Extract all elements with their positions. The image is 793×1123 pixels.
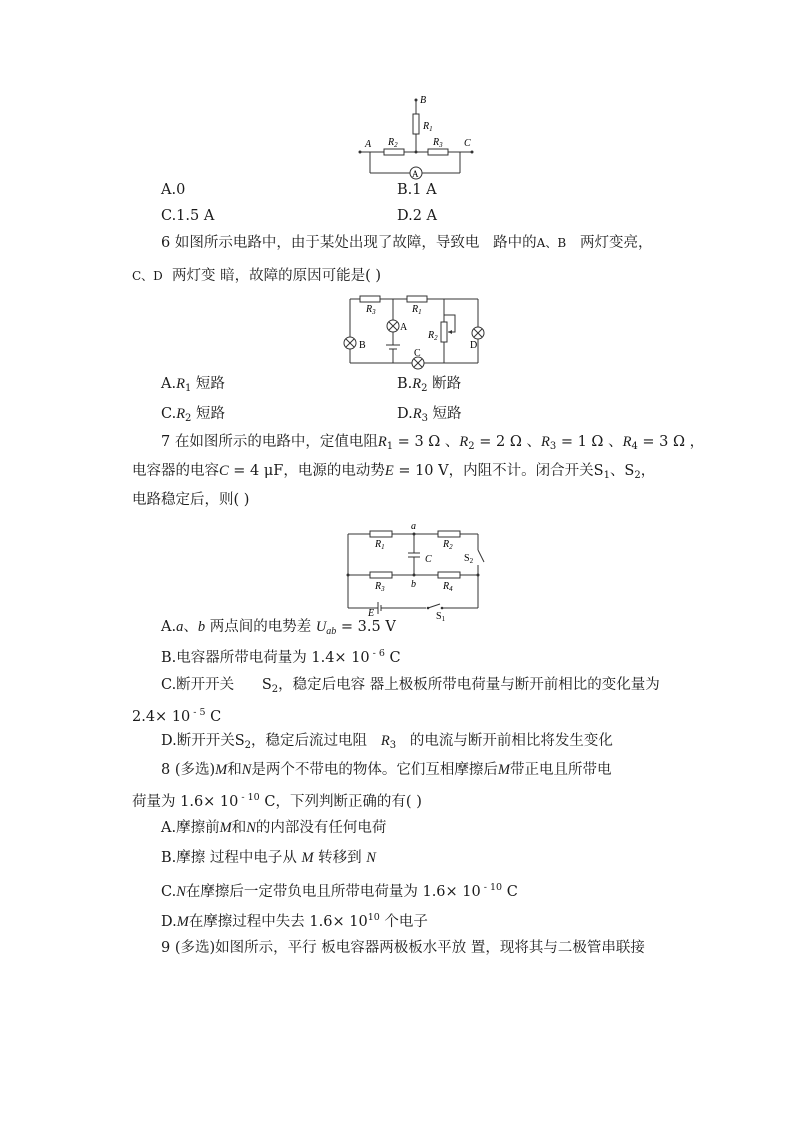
q7-circuit-diagram (340, 522, 490, 622)
q7-option-a: A.a、b 两点间的电势差 $U_{ab} = 3.5$ V (161, 619, 396, 637)
label-C: C (464, 138, 471, 149)
q7-label-R3: $R_3$ (375, 581, 385, 593)
top-circuit-diagram (350, 92, 480, 184)
q7-option-c-cont: 2.4× 10 $^{- 5}$ C (132, 707, 222, 725)
label-A: A (365, 139, 372, 150)
q8-stem-line1: 8 (多选)M和N是两个不带电的物体。它们互相摩擦后M带正电且所带电 (161, 762, 612, 778)
q5-option-d: D.2 A (397, 208, 438, 224)
q7-stem-line3: 电路稳定后，则( ) (132, 492, 250, 508)
q7-stem-line1: 7 在如图所示的电路中，定值电阻$R_1 = 3$ Ω 、$R_2 = 2$ Ω 、$R_3 = 1$ Ω 、$R_4 = 3$ Ω ， (161, 434, 705, 452)
q6-stem-line2: C、D 两灯变 暗，故障的原因可能是( ) (132, 268, 382, 284)
q6-circuit-diagram (340, 292, 495, 367)
q6-stem-line1: 6 如图所示电路中，由于某处出现了故障，导致电 路中的A、B 两灯变亮， (161, 235, 653, 251)
q7-stem-line2: 电容器的电容C = 4 μF，电源的电动势E = 10 V，内阻不计。闭合开关$S_1$、$S_2$， (132, 463, 656, 481)
label-R3: $R_3$ (433, 137, 443, 149)
q6-label-A: A (400, 322, 408, 333)
q8-option-c: C.N在摩擦后一定带负电且所带电荷量为 1.6× 10 $^{- 10}$ C (161, 882, 518, 900)
q7-label-a: a (411, 521, 416, 532)
q6-option-a: $A.R_1$ 短路 (161, 376, 225, 394)
ammeter-label: A (412, 169, 419, 179)
q7-label-R2: $R_2$ (443, 539, 453, 551)
q8-option-d: D.M在摩擦过程中失去 $1.6\times 10^{10}$ 个电子 (161, 912, 428, 930)
q7-label-R4: $R_4$ (443, 581, 453, 593)
q6-label-C: C (414, 348, 421, 359)
q6-option-d: $D.R_3$ 短路 (397, 406, 462, 424)
q5-option-c: C.1.5 A (161, 208, 215, 224)
q6-label-R3: $R_3$ (366, 304, 376, 316)
label-B: B (420, 95, 427, 106)
label-R2: $R_2$ (388, 137, 398, 149)
q6-label-D: D (470, 340, 478, 351)
q5-option-a: A.0 (161, 182, 186, 198)
q7-option-b: B.电容器所带电荷量为 1.4× 10 $^{- 6}$ C (161, 648, 401, 666)
q7-option-d: D.断开开关$S_2$，稳定后流过电阻 $R_3$ 的电流与断开前相比将发生变化 (161, 733, 613, 751)
q6-label-R1: $R_1$ (412, 304, 422, 316)
q7-label-E: E (368, 608, 375, 619)
q8-stem-line2: 荷量为 1.6× 10 $^{- 10}$ C，下列判断正确的有( ) (132, 792, 422, 810)
q7-label-S1: $S_1$ (436, 611, 446, 623)
q5-option-b: B.1 A (397, 182, 437, 198)
q8-option-b: B.摩擦 过程中电子从 M 转移到 N (161, 850, 376, 866)
label-R1: $R_1$ (423, 121, 433, 133)
q6-option-b: $B.R_2$ 断路 (397, 376, 462, 394)
q7-label-R1: $R_1$ (375, 539, 385, 551)
q6-label-B: B (359, 340, 366, 351)
q7-label-C: C (425, 554, 432, 565)
q6-option-c: $C.R_2$ 短路 (161, 406, 226, 424)
q9-stem-line1: 9 (多选)如图所示，平行 板电容器两极板水平放 置，现将其与二极管串联接 (161, 940, 645, 956)
q8-option-a: A.摩擦前M和N的内部没有任何电荷 (161, 820, 387, 836)
q7-option-c: C.断开开关 $S_2$，稳定后电容 器上极板所带电荷量与断开前相比的变化量为 (161, 677, 660, 695)
q7-label-S2: $S_2$ (464, 553, 474, 565)
q6-label-R2: $R_2$ (428, 330, 438, 342)
q7-label-b: b (411, 579, 416, 590)
